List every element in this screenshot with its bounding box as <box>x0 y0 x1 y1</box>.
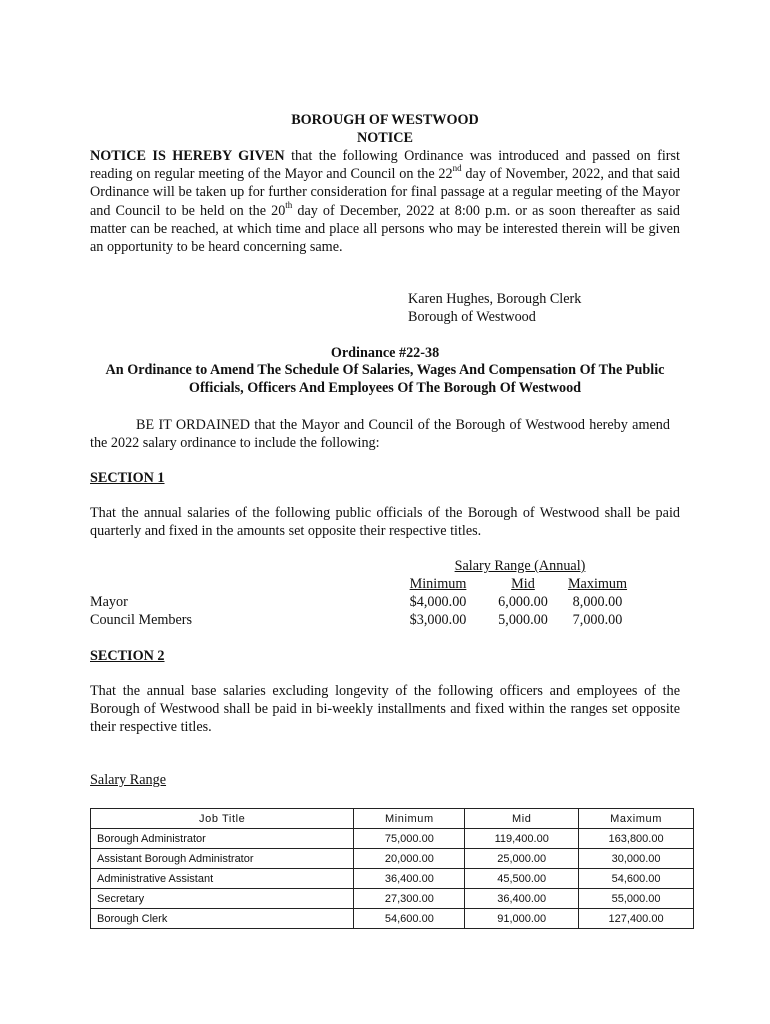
table-row <box>91 849 694 869</box>
job-title-cell: Borough Clerk <box>91 909 354 929</box>
table-row <box>91 829 694 849</box>
mayor-minimum: $4,000.00 <box>409 594 467 610</box>
borough-title: BOROUGH OF WESTWOOD <box>291 112 479 128</box>
mid-cell: 25,000.00 <box>465 849 579 869</box>
section2-paragraph: That the annual base salaries excluding longevity of the following officers and employees of the Borough of Westwood shall be paid in bi-weekly installments and fixed within the ranges set opposite their respective titles. <box>90 683 680 736</box>
maximum-cell: 127,400.00 <box>579 909 694 929</box>
salary-range-annual-label: Salary Range (Annual) <box>454 558 586 574</box>
minimum-cell: 36,400.00 <box>354 869 465 889</box>
table-header-row <box>91 809 694 829</box>
council-maximum: 7,000.00 <box>572 612 623 628</box>
th-minimum: Minimum <box>354 809 465 829</box>
job-title-cell: Secretary <box>91 889 354 909</box>
th-mid: Mid <box>465 809 579 829</box>
official-title-mayor: Mayor <box>90 594 128 610</box>
minimum-cell: 20,000.00 <box>354 849 465 869</box>
maximum-cell: 54,600.00 <box>579 869 694 889</box>
clerk-org: Borough of Westwood <box>408 309 536 325</box>
ordinance-title: An Ordinance to Amend The Schedule Of Salaries, Wages And Compensation Of The Public Officials, Officers And Employees Of The Borough Of Westwood <box>105 362 665 397</box>
notice-title: NOTICE <box>357 130 413 146</box>
maximum-cell: 163,800.00 <box>579 829 694 849</box>
th-maximum: Maximum <box>579 809 694 829</box>
col-maximum-header: Maximum <box>567 576 628 592</box>
maximum-cell: 55,000.00 <box>579 889 694 909</box>
job-title-cell: Assistant Borough Administrator <box>91 849 354 869</box>
minimum-cell: 27,300.00 <box>354 889 465 909</box>
salary-range-heading: Salary Range <box>90 772 167 788</box>
official-title-council: Council Members <box>90 612 193 628</box>
ordinance-number: Ordinance #22-38 <box>330 345 440 361</box>
mid-cell: 119,400.00 <box>465 829 579 849</box>
col-minimum-header: Minimum <box>409 576 467 592</box>
council-minimum: $3,000.00 <box>409 612 467 628</box>
minimum-cell: 54,600.00 <box>354 909 465 929</box>
job-title-cell: Borough Administrator <box>91 829 354 849</box>
notice-lead: NOTICE IS HEREBY GIVEN <box>90 148 285 164</box>
table-row <box>91 869 694 889</box>
council-mid: 5,000.00 <box>498 612 548 628</box>
table-row <box>91 889 694 909</box>
section1-paragraph: That the annual salaries of the following public officials of the Borough of Westwood shall be paid quarterly and fixed in the amounts set opposite their respective titles. <box>90 505 680 540</box>
section2-heading: SECTION 2 <box>90 648 165 664</box>
ordained-paragraph: BE IT ORDAINED that the Mayor and Council of the Borough of Westwood hereby amend the 2022 salary ordinance to include the following: <box>90 417 670 452</box>
mayor-mid: 6,000.00 <box>498 594 548 610</box>
mid-cell: 36,400.00 <box>465 889 579 909</box>
table-row <box>91 909 694 929</box>
mayor-maximum: 8,000.00 <box>572 594 623 610</box>
notice-paragraph: NOTICE IS HEREBY GIVEN that the following Ordinance was introduced and passed on first reading on regular meeting of the Mayor and Council on the 22nd day of November, 2022, and that said Ordinance will be taken up for further consideration for final passage at a regular meeting of the Mayor and Council to be held on the 20th day of December, 2022 at 8:00 p.m. or as soon thereafter as said matter can be reached, at which time and place all persons who may be interested therein will be given an opportunity to be heard concerning same. <box>90 148 680 256</box>
col-mid-header: Mid <box>511 576 535 592</box>
minimum-cell: 75,000.00 <box>354 829 465 849</box>
maximum-cell: 30,000.00 <box>579 849 694 869</box>
clerk-name: Karen Hughes, Borough Clerk <box>408 291 582 307</box>
mid-cell: 91,000.00 <box>465 909 579 929</box>
section1-heading: SECTION 1 <box>90 470 165 486</box>
mid-cell: 45,500.00 <box>465 869 579 889</box>
th-job-title: Job Title <box>91 809 354 829</box>
salary-range-table <box>90 808 694 929</box>
job-title-cell: Administrative Assistant <box>91 869 354 889</box>
